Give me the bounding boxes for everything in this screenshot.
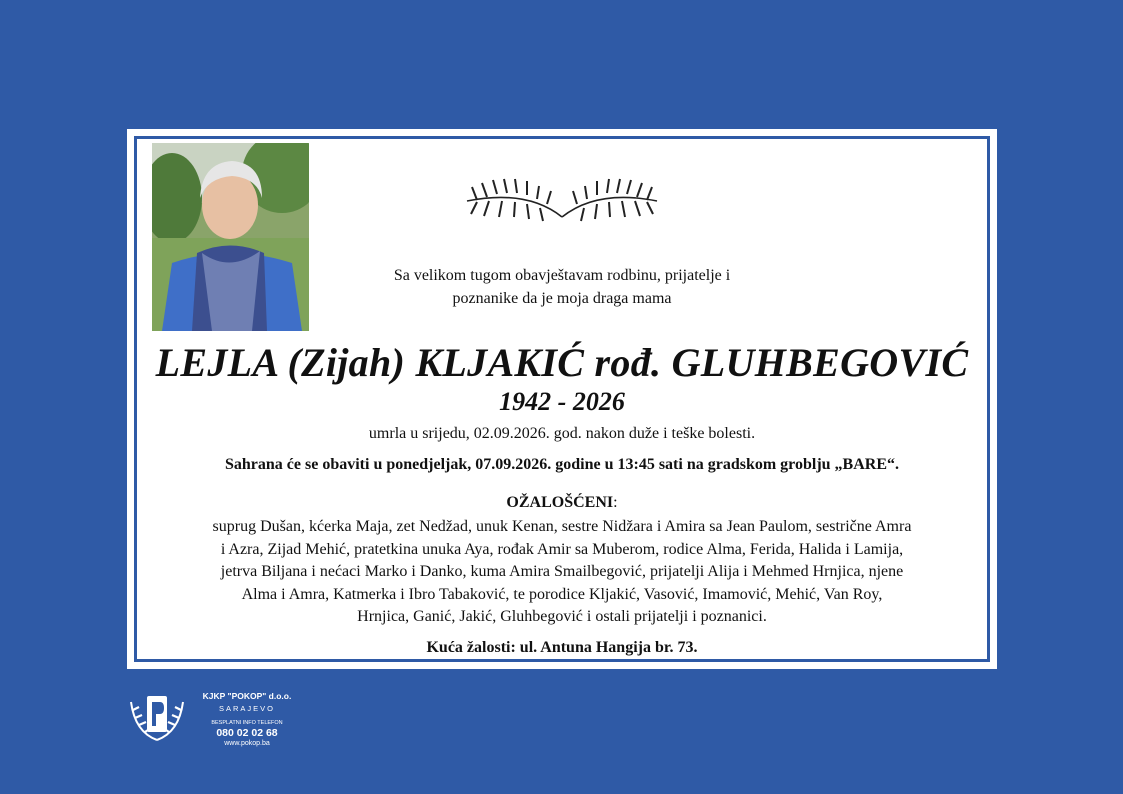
life-years: 1942 - 2026 [499,387,625,416]
phone-number: 080 02 02 68 [216,727,278,739]
mourners-line: i Azra, Zijad Mehić, pratetkina unuka Aya, rođak Amir sa Muberom, rodice Alma, Ferida, Halida i Lamija, [220,540,904,558]
death-info: umrla u srijedu, 02.09.2026. god. nakon duže i teške bolesti. [368,425,756,442]
phone-label: BESPLATNI INFO TELEFON [211,720,283,726]
intro-text [327,264,797,310]
mourners-heading [127,494,997,512]
portrait-photo [152,143,309,331]
intro-line-2: poznanike da je moja draga mama [452,290,672,307]
company-name: KJKP "POKOP" d.o.o. [202,691,292,701]
mourners-line: suprug Dušan, kćerka Maja, zet Nedžad, unuk Kenan, sestre Nidžara i Amira sa Jean Paulom, sestrične Amra [212,518,912,535]
company-city: SARAJEVO [218,704,275,713]
pokop-logo-icon [127,690,187,746]
funeral-info: Sahrana će se obaviti u ponedjeljak, 07.09.2026. godine u 13:45 sati na gradskom groblju „BARE“. [225,456,899,473]
mourners-line: Alma i Amra, Katmerka i Ibro Tabaković, te porodice Kljakić, Vasović, Imamović, Mehić, Van Roy, [241,585,883,603]
mourners-title: OŽALOŠĆENI [506,494,614,511]
mourners-line: Hrnjica, Ganić, Jakić, Gluhbegović i ostali prijatelji i poznanici. [357,608,767,625]
mourners-list [152,516,972,629]
intro-line-1: Sa velikom tugom obavještavam rodbinu, prijatelje i [393,267,731,284]
obituary-card [127,129,997,669]
mourners-line: jetrva Biljana i nećaci Marko i Danko, kuma Amira Smailbegović, prijatelji Alija i Mehmed Hrnjica, njene [220,563,904,580]
mourners-colon: : [613,494,618,511]
palm-leaves-ornament [457,159,667,244]
website: www.pokop.ba [224,740,270,747]
house-of-mourning: Kuća žalosti: ul. Antuna Hangija br. 73. [426,639,698,656]
company-info [192,690,302,747]
deceased-name: LEJLA (Zijah) KLJAKIĆ rođ. GLUHBEGOVIĆ [155,340,969,385]
